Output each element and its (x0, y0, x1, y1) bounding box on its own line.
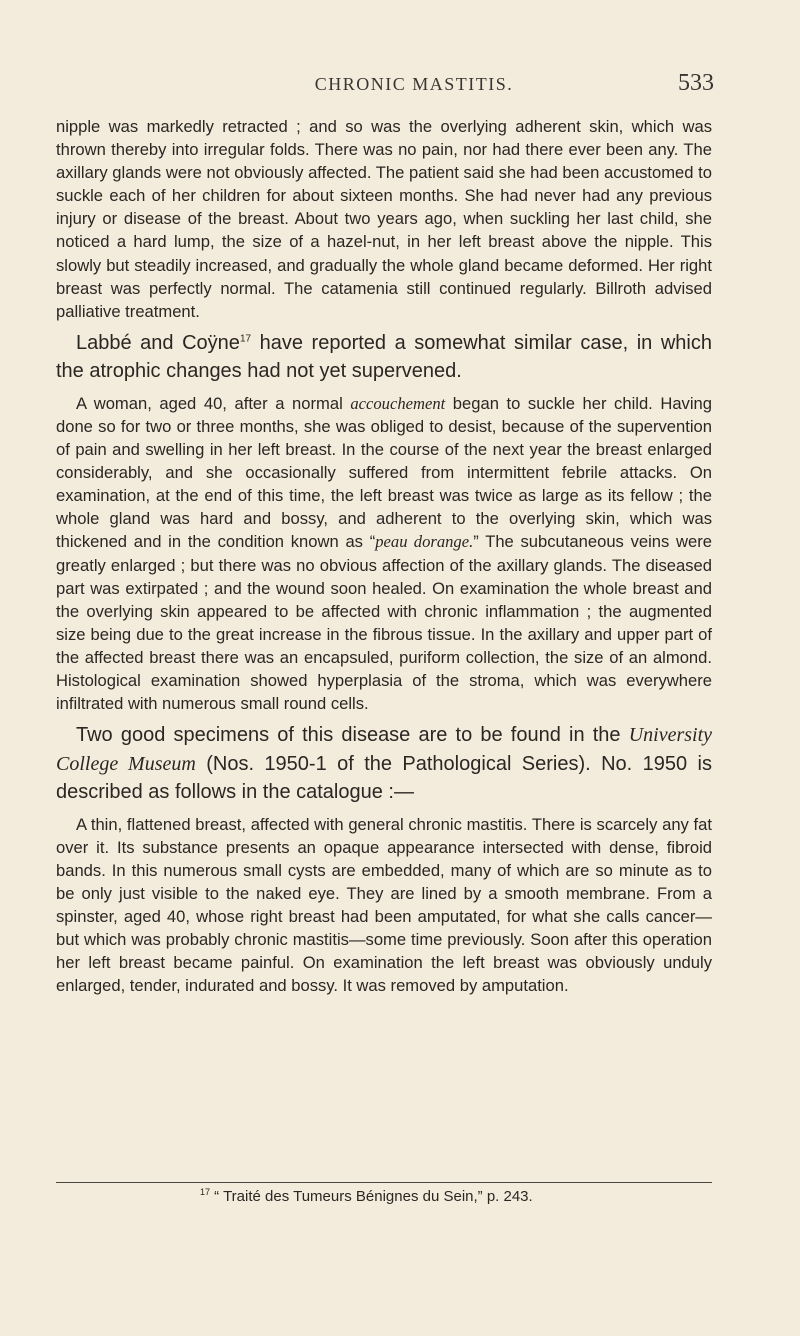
running-head (114, 70, 714, 104)
footnote-text: “ Traité des Tumeurs Bénignes du Sein,” p. 243. (210, 1188, 533, 1205)
paragraph-catalogue-description: A thin, flattened breast, affected with general chronic mastitis. There is scarcely any fat over it. Its substance presents an opaque appearance intersected with dense, fibroid bands. In this numerous small cysts are embedded, many of which are so minute as to be only just visible to the naked eye. They are lined by a smooth membrane. From a spinster, aged 40, whose right breast had been amputated, for what she calls cancer—but which was probably chronic mastitis—some time previously. Soon after this operation her left breast became painful. On examination the left breast was obviously unduly enlarged, tender, indurated and bossy. It was removed by amputation. (56, 814, 712, 996)
paragraph-museum-specimens (56, 721, 712, 807)
case-report-text-3: ” The subcutaneous veins were greatly enlarged ; but there was no obvious affection of the axillary glands. The diseased part was extirpated ; and the wound soon healed. On examination the whole breast and the overlying skin appeared to be affected with chronic inflammation ; the augmented size being due to the great increase in the fibrous tissue. In the axillary and upper part of the affected breast there was an encapsuled, puriform collection, the size of an almond. Histological examination showed hyperplasia of the stroma, which was everywhere infiltrated with numerous small round cells. (56, 532, 712, 714)
case-report-italic-peau-dorange: peau dorange. (375, 532, 474, 552)
museum-italic-name: University College Museum (56, 724, 712, 775)
case-report-text-2: began to suckle her child. Having done so for two or three months, she was obliged to desist, because of the supervention of pain and swelling in her left breast. In the course of the next year the breast enlarged considerably, and she occasionally suffered from intermittent febrile attacks. On examination, at the end of this time, the left breast was twice as large as its fellow ; the whole gland was hard and bossy, and adherent to the overlying skin, which was thickened and in the condition known as “ (56, 393, 712, 552)
paragraph-case-continuation: nipple was markedly retracted ; and so was the overlying adherent skin, which was thrown thereby into irregular folds. There was no pain, nor had there ever been any. The axillary glands were not obviously affected. The patient said she had been accustomed to suckle each of her children for about sixteen months. She had never had any previous injury or disease of the breast. About two years ago, when suckling her last child, she noticed a hard lump, the size of a hazel-nut, in her left breast above the nipple. This slowly but steadily increased, and gradually the whole gland became deformed. Her right breast was perfectly normal. The catamenia still continued regularly. Billroth advised palliative treatment. (56, 117, 712, 321)
footnote-number: 17 (200, 1187, 211, 1197)
paragraph-labbe-coyne-text: Labbé and Coÿne (76, 331, 240, 354)
museum-text-1: Two good specimens of this disease are to be found in the (76, 724, 629, 747)
footnote-reference: 17 (239, 333, 252, 345)
footnote-divider (56, 1182, 712, 1183)
paragraph-labbe-coyne-rest: have reported a somewhat similar case, in which the atrophic changes had not yet supervened. (56, 331, 712, 383)
page-number: 533 (678, 70, 714, 96)
case-report-italic-accouchement: accouchement (350, 393, 446, 413)
footnote (200, 1188, 533, 1205)
body-text (56, 115, 712, 997)
museum-text-2: (Nos. 1950-1 of the Pathological Series). No. 1950 is described as follows in the catalogue :— (56, 752, 712, 804)
case-report-text-1: A woman, aged 40, after a normal (76, 393, 351, 413)
running-title: CHRONIC MASTITIS. (314, 74, 514, 94)
paragraph-case-report (56, 392, 712, 715)
paragraph-labbe-coyne (56, 329, 712, 386)
